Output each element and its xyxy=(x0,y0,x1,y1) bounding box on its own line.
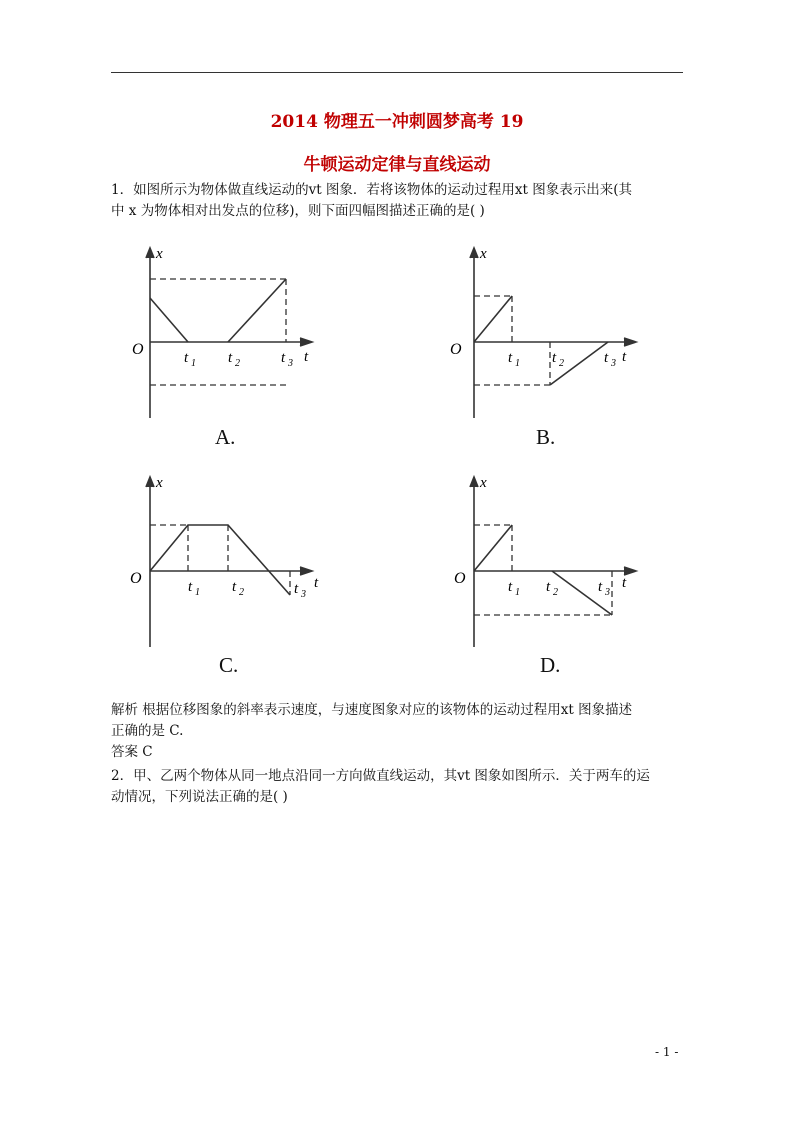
analysis-line-2: 正确的是 C. xyxy=(111,723,184,739)
tick-t2: t xyxy=(552,350,557,366)
question-2-line-2: 动情况，下列说法正确的是( ) xyxy=(111,789,288,805)
question-1-line-2: 中 x 为物体相对出发点的位移)，则下面四幅图描述正确的是( ) xyxy=(111,203,485,219)
origin-label: O xyxy=(450,341,462,358)
tick-t1-sub: 1 xyxy=(515,358,520,369)
tick-t3-sub: 3 xyxy=(288,358,293,369)
tick-t1: t xyxy=(188,579,193,595)
axis-t-label: t xyxy=(304,349,309,365)
tick-t1-sub: 1 xyxy=(515,587,520,598)
answer-line: 答案 C xyxy=(111,744,153,760)
page-number: - 1 - xyxy=(655,1045,679,1059)
graph-d-label: D. xyxy=(540,653,561,677)
axis-x-label: x xyxy=(156,475,163,491)
analysis-line-1: 解析 根据位移图象的斜率表示速度，与速度图象对应的该物体的运动过程用xt 图象描述 xyxy=(111,702,633,718)
analysis-section xyxy=(111,700,686,763)
question-1 xyxy=(111,180,686,222)
tick-t1: t xyxy=(184,350,189,366)
tick-t3-sub: 3 xyxy=(611,358,616,369)
tick-t2: t xyxy=(546,579,551,595)
tick-t2-sub: 2 xyxy=(559,358,564,369)
axis-t-label: t xyxy=(622,575,627,591)
graph-a-label: A. xyxy=(215,425,236,449)
question-1-line-1: 1．如图所示为物体做直线运动的vt 图象．若将该物体的运动过程用xt 图象表示出来(其 xyxy=(111,182,633,198)
question-2-line-1: 2．甲、乙两个物体从同一地点沿同一方向做直线运动，其vt 图象如图所示．关于两车的运 xyxy=(111,768,650,784)
tick-t2: t xyxy=(232,579,237,595)
axis-x-label: x xyxy=(156,246,163,262)
axis-t-label: t xyxy=(314,575,319,591)
tick-t3-sub: 3 xyxy=(605,587,610,598)
origin-label: O xyxy=(130,570,142,587)
document-title: 2014 物理五一冲刺圆梦高考 19 xyxy=(270,112,524,132)
question-2 xyxy=(111,766,686,808)
tick-t3: t xyxy=(294,581,299,597)
axis-x-label: x xyxy=(480,475,487,491)
tick-t1-sub: 1 xyxy=(191,358,196,369)
tick-t1-sub: 1 xyxy=(195,587,200,598)
tick-t3: t xyxy=(598,579,603,595)
graph-b xyxy=(442,238,652,423)
tick-t3: t xyxy=(604,350,609,366)
tick-t1: t xyxy=(508,350,513,366)
document-subtitle: 牛顿运动定律与直线运动 xyxy=(303,155,491,175)
tick-t2-sub: 2 xyxy=(235,358,240,369)
tick-t3: t xyxy=(281,350,286,366)
graph-a xyxy=(118,238,328,423)
axis-t-label: t xyxy=(622,349,627,365)
header-rule xyxy=(111,72,683,73)
origin-label: O xyxy=(454,570,466,587)
tick-t3-sub: 3 xyxy=(301,589,306,600)
graph-b-label: B. xyxy=(536,425,556,449)
tick-t1: t xyxy=(508,579,513,595)
graph-d xyxy=(442,467,652,652)
axis-x-label: x xyxy=(480,246,487,262)
graph-c-label: C. xyxy=(219,653,239,677)
tick-t2-sub: 2 xyxy=(239,587,244,598)
tick-t2-sub: 2 xyxy=(553,587,558,598)
tick-t2: t xyxy=(228,350,233,366)
origin-label: O xyxy=(132,341,144,358)
graph-c xyxy=(118,467,328,652)
